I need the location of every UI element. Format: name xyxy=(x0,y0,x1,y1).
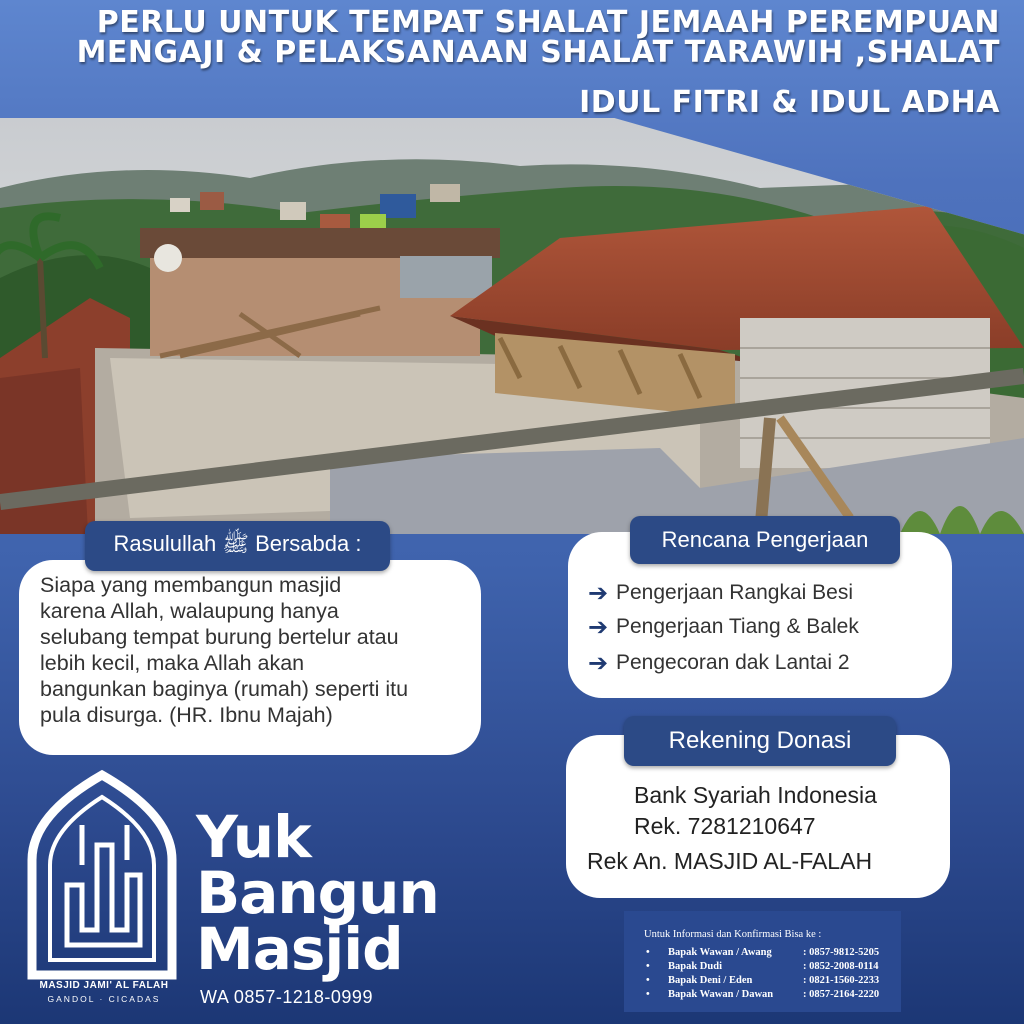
hadith-label: Rasulullah ﷺ Bersabda : xyxy=(85,521,390,571)
contact-row xyxy=(646,961,896,972)
bullet: • xyxy=(646,975,650,986)
contact-info-box xyxy=(624,911,901,1012)
contact-name: Bapak Wawan / Awang xyxy=(668,947,772,958)
headline-line-2: MENGAJI & PELAKSANAAN SHALAT TARAWIH ,SHALAT xyxy=(76,35,1000,70)
contact-row xyxy=(646,975,896,986)
mosque-location: GANDOL · CICADAS xyxy=(47,994,161,1004)
construction-photo xyxy=(0,118,1024,534)
bullet: • xyxy=(646,989,650,1000)
arrow-right-icon: ➔ xyxy=(588,613,609,641)
slogan-line-3: Masjid xyxy=(196,915,403,983)
plan-item xyxy=(588,576,948,610)
hadith-line: karena Allah, walaupung hanya xyxy=(40,599,339,623)
plan-label: Rencana Pengerjaan xyxy=(630,516,900,564)
contact-row xyxy=(646,989,896,1000)
hadith-text xyxy=(40,572,480,728)
contact-name: Bapak Wawan / Dawan xyxy=(668,989,774,1000)
slogan-line-1: Yuk xyxy=(196,803,311,871)
account-holder: Rek An. MASJID AL-FALAH xyxy=(587,848,873,874)
contact-name: Bapak Deni / Eden xyxy=(668,975,753,986)
hadith-line: Siapa yang membangun masjid xyxy=(40,573,342,597)
contact-title: Untuk Informasi dan Konfirmasi Bisa ke : xyxy=(644,929,822,940)
contact-phone: : 0857-9812-5205 xyxy=(803,947,880,958)
hadith-line: selubang tempat burung bertelur atau xyxy=(40,625,399,649)
plan-item xyxy=(588,646,948,680)
account-number: Rek. 7281210647 xyxy=(634,813,816,839)
headline-line-1: PERLU UNTUK TEMPAT SHALAT JEMAAH PEREMPUAN xyxy=(96,5,1000,40)
hadith-line: pula disurga. (HR. Ibnu Majah) xyxy=(40,703,333,727)
headline-line-3: IDUL FITRI & IDUL ADHA xyxy=(579,85,1000,120)
slogan-line-2: Bangun xyxy=(196,859,439,927)
arrow-right-icon: ➔ xyxy=(588,649,609,677)
contact-phone: : 0821-1560-2233 xyxy=(803,975,880,986)
bullet: • xyxy=(646,947,650,958)
bullet: • xyxy=(646,961,650,972)
whatsapp-number: WA 0857-1218-0999 xyxy=(200,987,373,1007)
arrow-right-icon: ➔ xyxy=(588,579,609,607)
plan-item xyxy=(588,610,948,644)
contact-phone: : 0852-2008-0114 xyxy=(803,961,879,972)
contact-row xyxy=(646,947,896,958)
hadith-line: bangunkan baginya (rumah) seperti itu xyxy=(40,677,409,701)
mosque-kufic-logo-icon xyxy=(22,765,182,1005)
contact-phone: : 0857-2164-2220 xyxy=(803,989,880,1000)
plan-item-label: Pengerjaan Tiang & Balek xyxy=(616,615,859,638)
hadith-line: lebih kecil, maka Allah akan xyxy=(40,651,305,675)
plan-list xyxy=(588,576,948,680)
mosque-name: MASJID JAMI' AL FALAH xyxy=(39,980,169,991)
bank-name: Bank Syariah Indonesia xyxy=(634,782,877,808)
donation-label: Rekening Donasi xyxy=(624,716,896,766)
plan-item-label: Pengerjaan Rangkai Besi xyxy=(616,581,853,604)
plan-item-label: Pengecoran dak Lantai 2 xyxy=(616,651,850,674)
contact-name: Bapak Dudi xyxy=(668,961,722,972)
